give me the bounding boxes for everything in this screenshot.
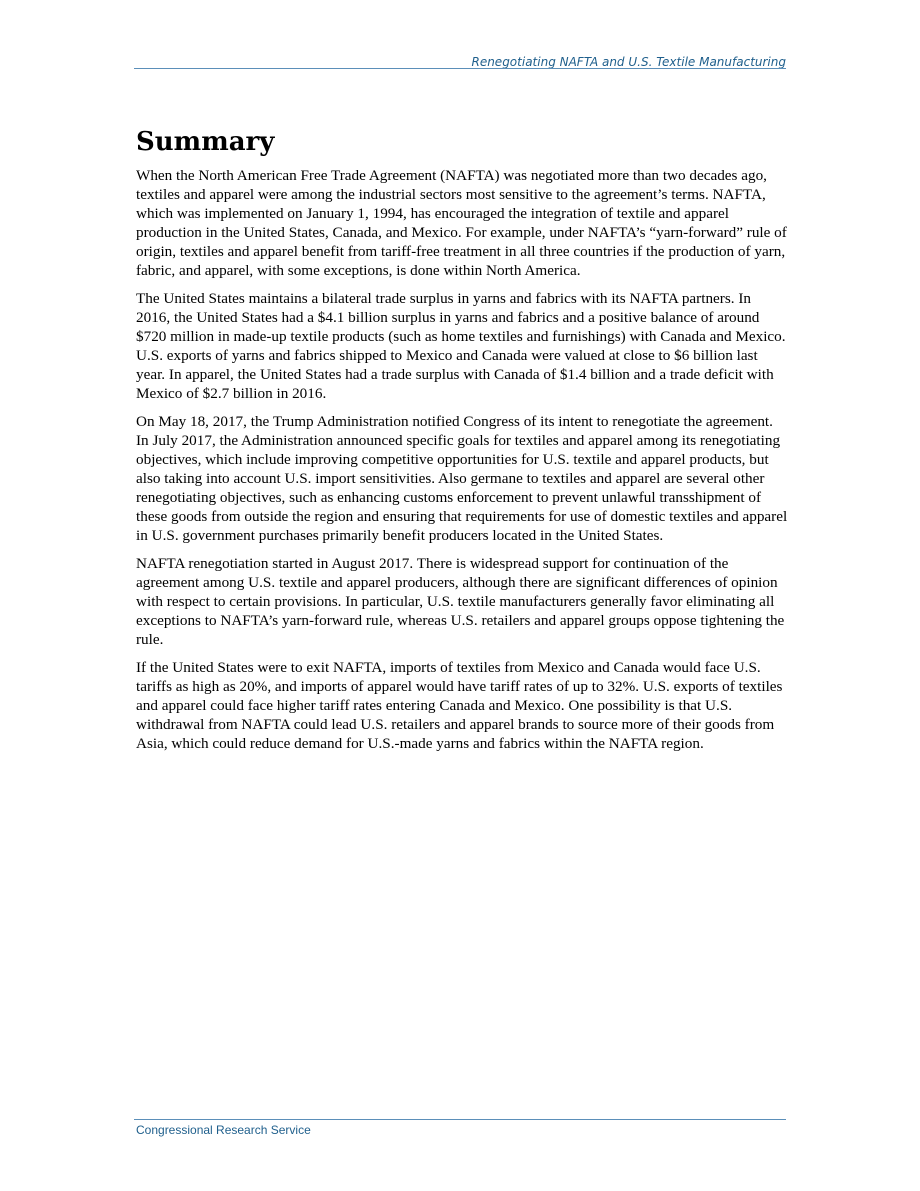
paragraph-1: When the North American Free Trade Agreement (NAFTA) was negotiated more than two decades ago, textiles and apparel were among the industrial sectors most sensitive to the agreement’s terms. NAFTA, which was implemented on January 1, 1994, has encouraged the integration of textile and apparel production in the United States, Canada, and Mexico. For example, under NAFTA’s “yarn-forward” rule of origin, textiles and apparel benefit from tariff-free treatment in all three countries if the production of yarn, fabric, and apparel, with some exceptions, is done within North America. bbox=[136, 167, 787, 279]
section-heading: Summary bbox=[136, 127, 275, 157]
summary-section bbox=[136, 124, 788, 762]
paragraph-4: NAFTA renegotiation started in August 2017. There is widespread support for continuation of the agreement among U.S. textile and apparel producers, although there are significant differences of opinion with respect to certain provisions. In particular, U.S. textile manufacturers generally favor eliminating all exceptions to NAFTA’s yarn-forward rule, whereas U.S. retailers and apparel groups oppose tightening the rule. bbox=[136, 555, 785, 648]
running-header-title: Renegotiating NAFTA and U.S. Textile Manufacturing bbox=[471, 55, 786, 69]
paragraph-2: The United States maintains a bilateral trade surplus in yarns and fabrics with its NAFTA partners. In 2016, the United States had a $4.1 billion surplus in yarns and fabrics and a positive balance of around $720 million in made-up textile products (such as home textiles and furnishings) with Canada and Mexico. U.S. exports of yarns and fabrics shipped to Mexico and Canada were valued at close to $6 billion last year. In apparel, the United States had a trade surplus with Canada of $1.4 billion and a trade deficit with Mexico of $2.7 billion in 2016. bbox=[136, 290, 786, 402]
paragraph-3: On May 18, 2017, the Trump Administration notified Congress of its intent to renegotiate the agreement. In July 2017, the Administration announced specific goals for textiles and apparel among its renegotiating objectives, which include improving competitive opportunities for U.S. textile and apparel products, but also taking into account U.S. import sensitivities. Also germane to textiles and apparel are several other renegotiating objectives, such as enhancing customs enforcement to prevent unlawful transshipment of these goods from outside the region and ensuring that requirements for use of domestic textiles and apparel in U.S. government purchases primarily benefit producers located in the United States. bbox=[136, 413, 788, 544]
paragraph-5: If the United States were to exit NAFTA, imports of textiles from Mexico and Canada would face U.S. tariffs as high as 20%, and imports of apparel would have tariff rates of up to 32%. U.S. exports of textiles and apparel could face higher tariff rates entering Canada and Mexico. One possibility is that U.S. withdrawal from NAFTA could lead U.S. retailers and apparel brands to source more of their goods from Asia, which could reduce demand for U.S.-made yarns and fabrics within the NAFTA region. bbox=[136, 659, 783, 752]
footer-divider bbox=[134, 1119, 786, 1120]
header-divider bbox=[134, 68, 786, 69]
footer-organization: Congressional Research Service bbox=[136, 1123, 311, 1137]
